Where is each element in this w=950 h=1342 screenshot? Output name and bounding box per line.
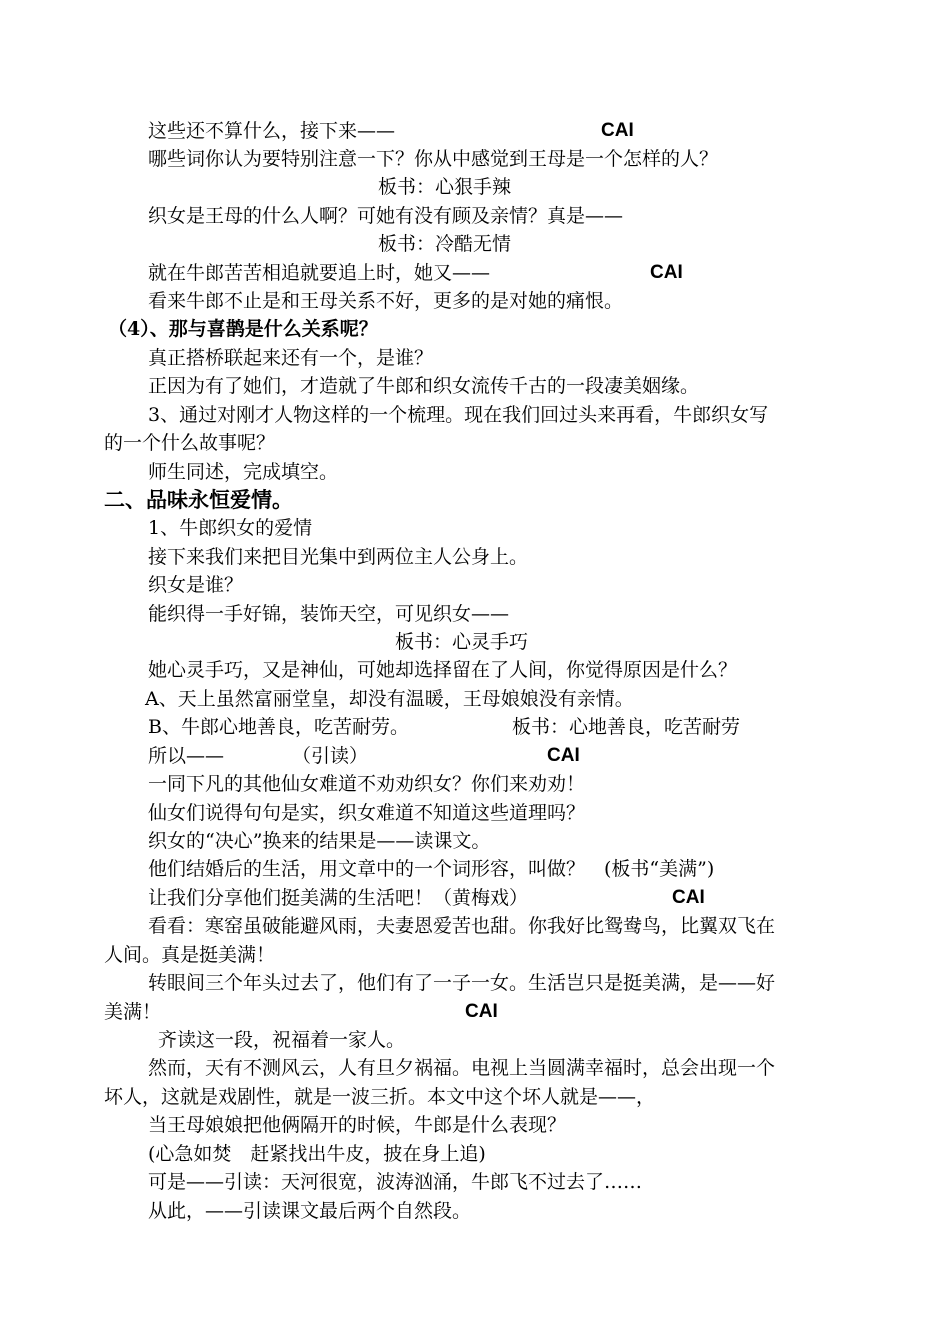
paragraph-line: 可是——引读：天河很宽，波涛汹涌，牛郎飞不过去了…… [148,1171,643,1193]
paragraph-line: 然而，天有不测风云，人有旦夕祸福。电视上当圆满幸福时，总会出现一个 [148,1057,776,1079]
paragraph-line: 当王母娘娘把他俩隔开的时候，牛郎是什么表现？ [148,1114,567,1136]
blackboard-note: 板书：心灵手巧 [395,631,529,653]
paragraph-line: 看看：寒窑虽破能避风雨，夫妻恩爱苦也甜。你我好比鸳鸯鸟，比翼双飞在 [148,915,776,937]
paragraph-line: 转眼间三个年头过去了，他们有了一子一女。生活岂只是挺美满，是——好 [148,972,776,994]
paragraph-line: 能织得一手好锦，装饰天空，可见织女—— [148,603,510,625]
option-a: A、天上虽然富丽堂皇，却没有温暖，王母娘娘没有亲情。 [145,688,634,710]
cai-label: CAI [672,887,705,908]
paragraph-line: (心急如焚 赶紧找出牛皮，披在身上追) [148,1143,486,1165]
paragraph-line: 师生同述，完成填空。 [148,461,339,483]
paragraph-line: 一同下凡的其他仙女难道不劝劝织女？你们来劝劝！ [148,773,586,795]
paragraph-line: 齐读这一段，祝福着一家人。 [158,1029,406,1051]
paragraph-line: 他们结婚后的生活，用文章中的一个词形容，叫做？ (板书“美满”) [148,858,715,880]
paragraph-line: 的一个什么故事呢？ [104,432,276,454]
section-heading: 二、品味永恒爱情。 [104,487,293,512]
option-b: B、牛郎心地善良，吃苦耐劳。 [148,716,409,738]
blackboard-note: 板书：心地善良，吃苦耐劳 [512,716,741,738]
cai-label: CAI [601,120,634,141]
paragraph-line: 坏人，这就是戏剧性，就是一波三折。本文中这个坏人就是——， [104,1086,656,1108]
paragraph-line: 织女是谁？ [148,574,244,596]
paragraph-line: 1、牛郎织女的爱情 [148,517,313,539]
paragraph-line: 仙女们说得句句是实，织女难道不知道这些道理吗？ [148,802,586,824]
paragraph-line: 接下来我们来把目光集中到两位主人公身上。 [148,546,529,568]
paragraph-line: 看来牛郎不止是和王母关系不好，更多的是对她的痛恨。 [148,290,624,312]
paragraph-line: 人间。真是挺美满！ [104,944,276,966]
blackboard-note: 板书：心狠手辣 [378,176,512,198]
section-subheading: （4）、那与喜鹊是什么关系呢？ [108,318,378,340]
blackboard-note: 板书：冷酷无情 [378,233,512,255]
paragraph-line: 让我们分享他们挺美满的生活吧！（黄梅戏） [148,887,529,909]
paragraph-line: 哪些词你认为要特别注意一下？你从中感觉到王母是一个怎样的人？ [148,148,719,170]
paragraph-line: 织女是王母的什么人啊？可她有没有顾及亲情？真是—— [148,205,624,227]
read-cue: （引读） [292,745,369,767]
paragraph-line: 从此，——引读课文最后两个自然段。 [148,1200,472,1222]
paragraph-line: 这些还不算什么，接下来—— [148,120,396,142]
paragraph-line: 3、通过对刚才人物这样的一个梳理。现在我们回过头来再看，牛郎织女写 [148,404,769,426]
paragraph-line: 正因为有了她们，才造就了牛郎和织女流传千古的一段凄美姻缘。 [148,375,700,397]
cai-label: CAI [465,1001,498,1022]
paragraph-line: 真正搭桥联起来还有一个，是谁？ [148,347,434,369]
paragraph-line: 就在牛郎苦苦相追就要追上时，她又—— [148,262,491,284]
paragraph-line: 她心灵手巧，又是神仙，可她却选择留在了人间，你觉得原因是什么？ [148,659,738,681]
paragraph-line: 织女的“决心”换来的结果是——读课文。 [148,830,491,852]
cai-label: CAI [547,745,580,766]
paragraph-line: 所以—— [148,745,225,767]
cai-label: CAI [650,262,683,283]
paragraph-line: 美满！ [104,1001,162,1023]
